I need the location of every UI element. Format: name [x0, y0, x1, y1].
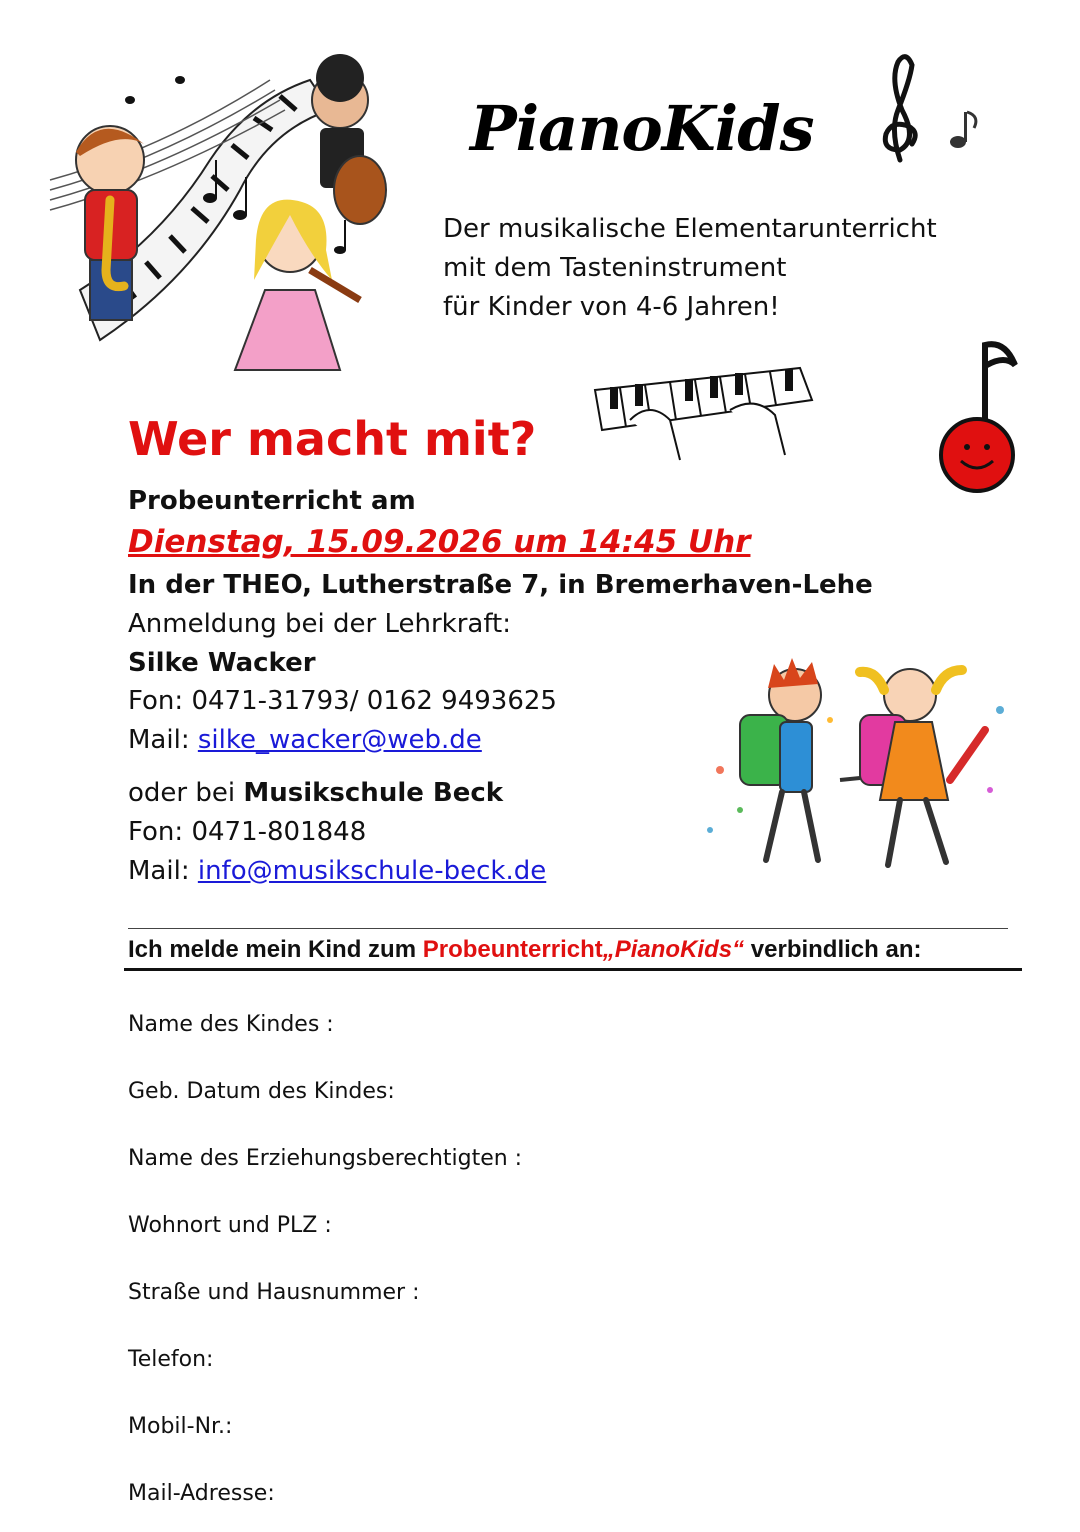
- teacher-phone-label: Fon:: [128, 686, 184, 716]
- or-label: oder bei: [128, 778, 236, 808]
- subtitle-line-3: für Kinder von 4-6 Jahren!: [443, 292, 780, 322]
- field-child-name: Name des Kindes :: [128, 1012, 334, 1037]
- school-mail-link[interactable]: info@musikschule-beck.de: [197, 856, 547, 886]
- divider-thick: [124, 968, 1022, 971]
- school-phone-line: [128, 817, 366, 847]
- teacher-phone: 0471-31793/ 0162 9493625: [191, 686, 557, 716]
- piano-hands-illustration: [590, 360, 820, 470]
- field-child-birthdate: Geb. Datum des Kindes:: [128, 1079, 395, 1104]
- location: In der THEO, Lutherstraße 7, in Bremerhaven-Lehe: [128, 570, 873, 600]
- field-phone: Telefon:: [128, 1347, 214, 1372]
- smiley-note-icon: [915, 335, 1025, 495]
- signup-course: „PianoKids“: [602, 936, 745, 963]
- trial-date-line: [128, 524, 750, 560]
- school-phone-label: Fon:: [128, 817, 184, 847]
- teacher-mail-label: Mail:: [128, 725, 190, 755]
- school-name: Musikschule Beck: [243, 778, 504, 808]
- kids-walking-illustration: [700, 650, 1020, 890]
- subtitle-block: [443, 210, 937, 327]
- headline: Wer macht mit?: [128, 412, 537, 466]
- field-mobile: Mobil-Nr.:: [128, 1414, 233, 1439]
- musical-children-illustration: [40, 40, 400, 380]
- teacher-mail-link[interactable]: silke_wacker@web.de: [197, 725, 482, 755]
- field-guardian-name: Name des Erziehungsberechtigten :: [128, 1146, 523, 1171]
- page-title: PianoKids: [470, 92, 814, 165]
- teacher-name: Silke Wacker: [128, 648, 316, 678]
- signup-intro: [128, 936, 921, 964]
- signup-red: Probeunterricht: [422, 936, 603, 963]
- field-city-zip: Wohnort und PLZ :: [128, 1213, 332, 1238]
- school-phone: 0471-801848: [191, 817, 367, 847]
- school-mail-line: [128, 856, 546, 886]
- register-label: Anmeldung bei der Lehrkraft:: [128, 609, 512, 639]
- school-mail-label: Mail:: [128, 856, 190, 886]
- field-email: Mail-Adresse:: [128, 1481, 275, 1506]
- trial-date: Dienstag, 15.09.2026 um 14:45 Uhr: [128, 524, 751, 560]
- subtitle-line-1: Der musikalische Elementarunterricht: [443, 214, 937, 244]
- signup-suffix: verbindlich an:: [750, 936, 922, 963]
- field-street: Straße und Hausnummer :: [128, 1280, 420, 1305]
- subtitle-line-2: mit dem Tasteninstrument: [443, 253, 787, 283]
- teacher-mail-line: [128, 725, 482, 755]
- trial-label: Probeunterricht am: [128, 486, 416, 516]
- teacher-phone-line: [128, 686, 557, 716]
- school-line: [128, 778, 503, 808]
- signup-prefix: Ich melde mein Kind zum: [128, 936, 417, 963]
- treble-clef-icon: [860, 50, 1000, 170]
- divider-thin: [128, 928, 1008, 929]
